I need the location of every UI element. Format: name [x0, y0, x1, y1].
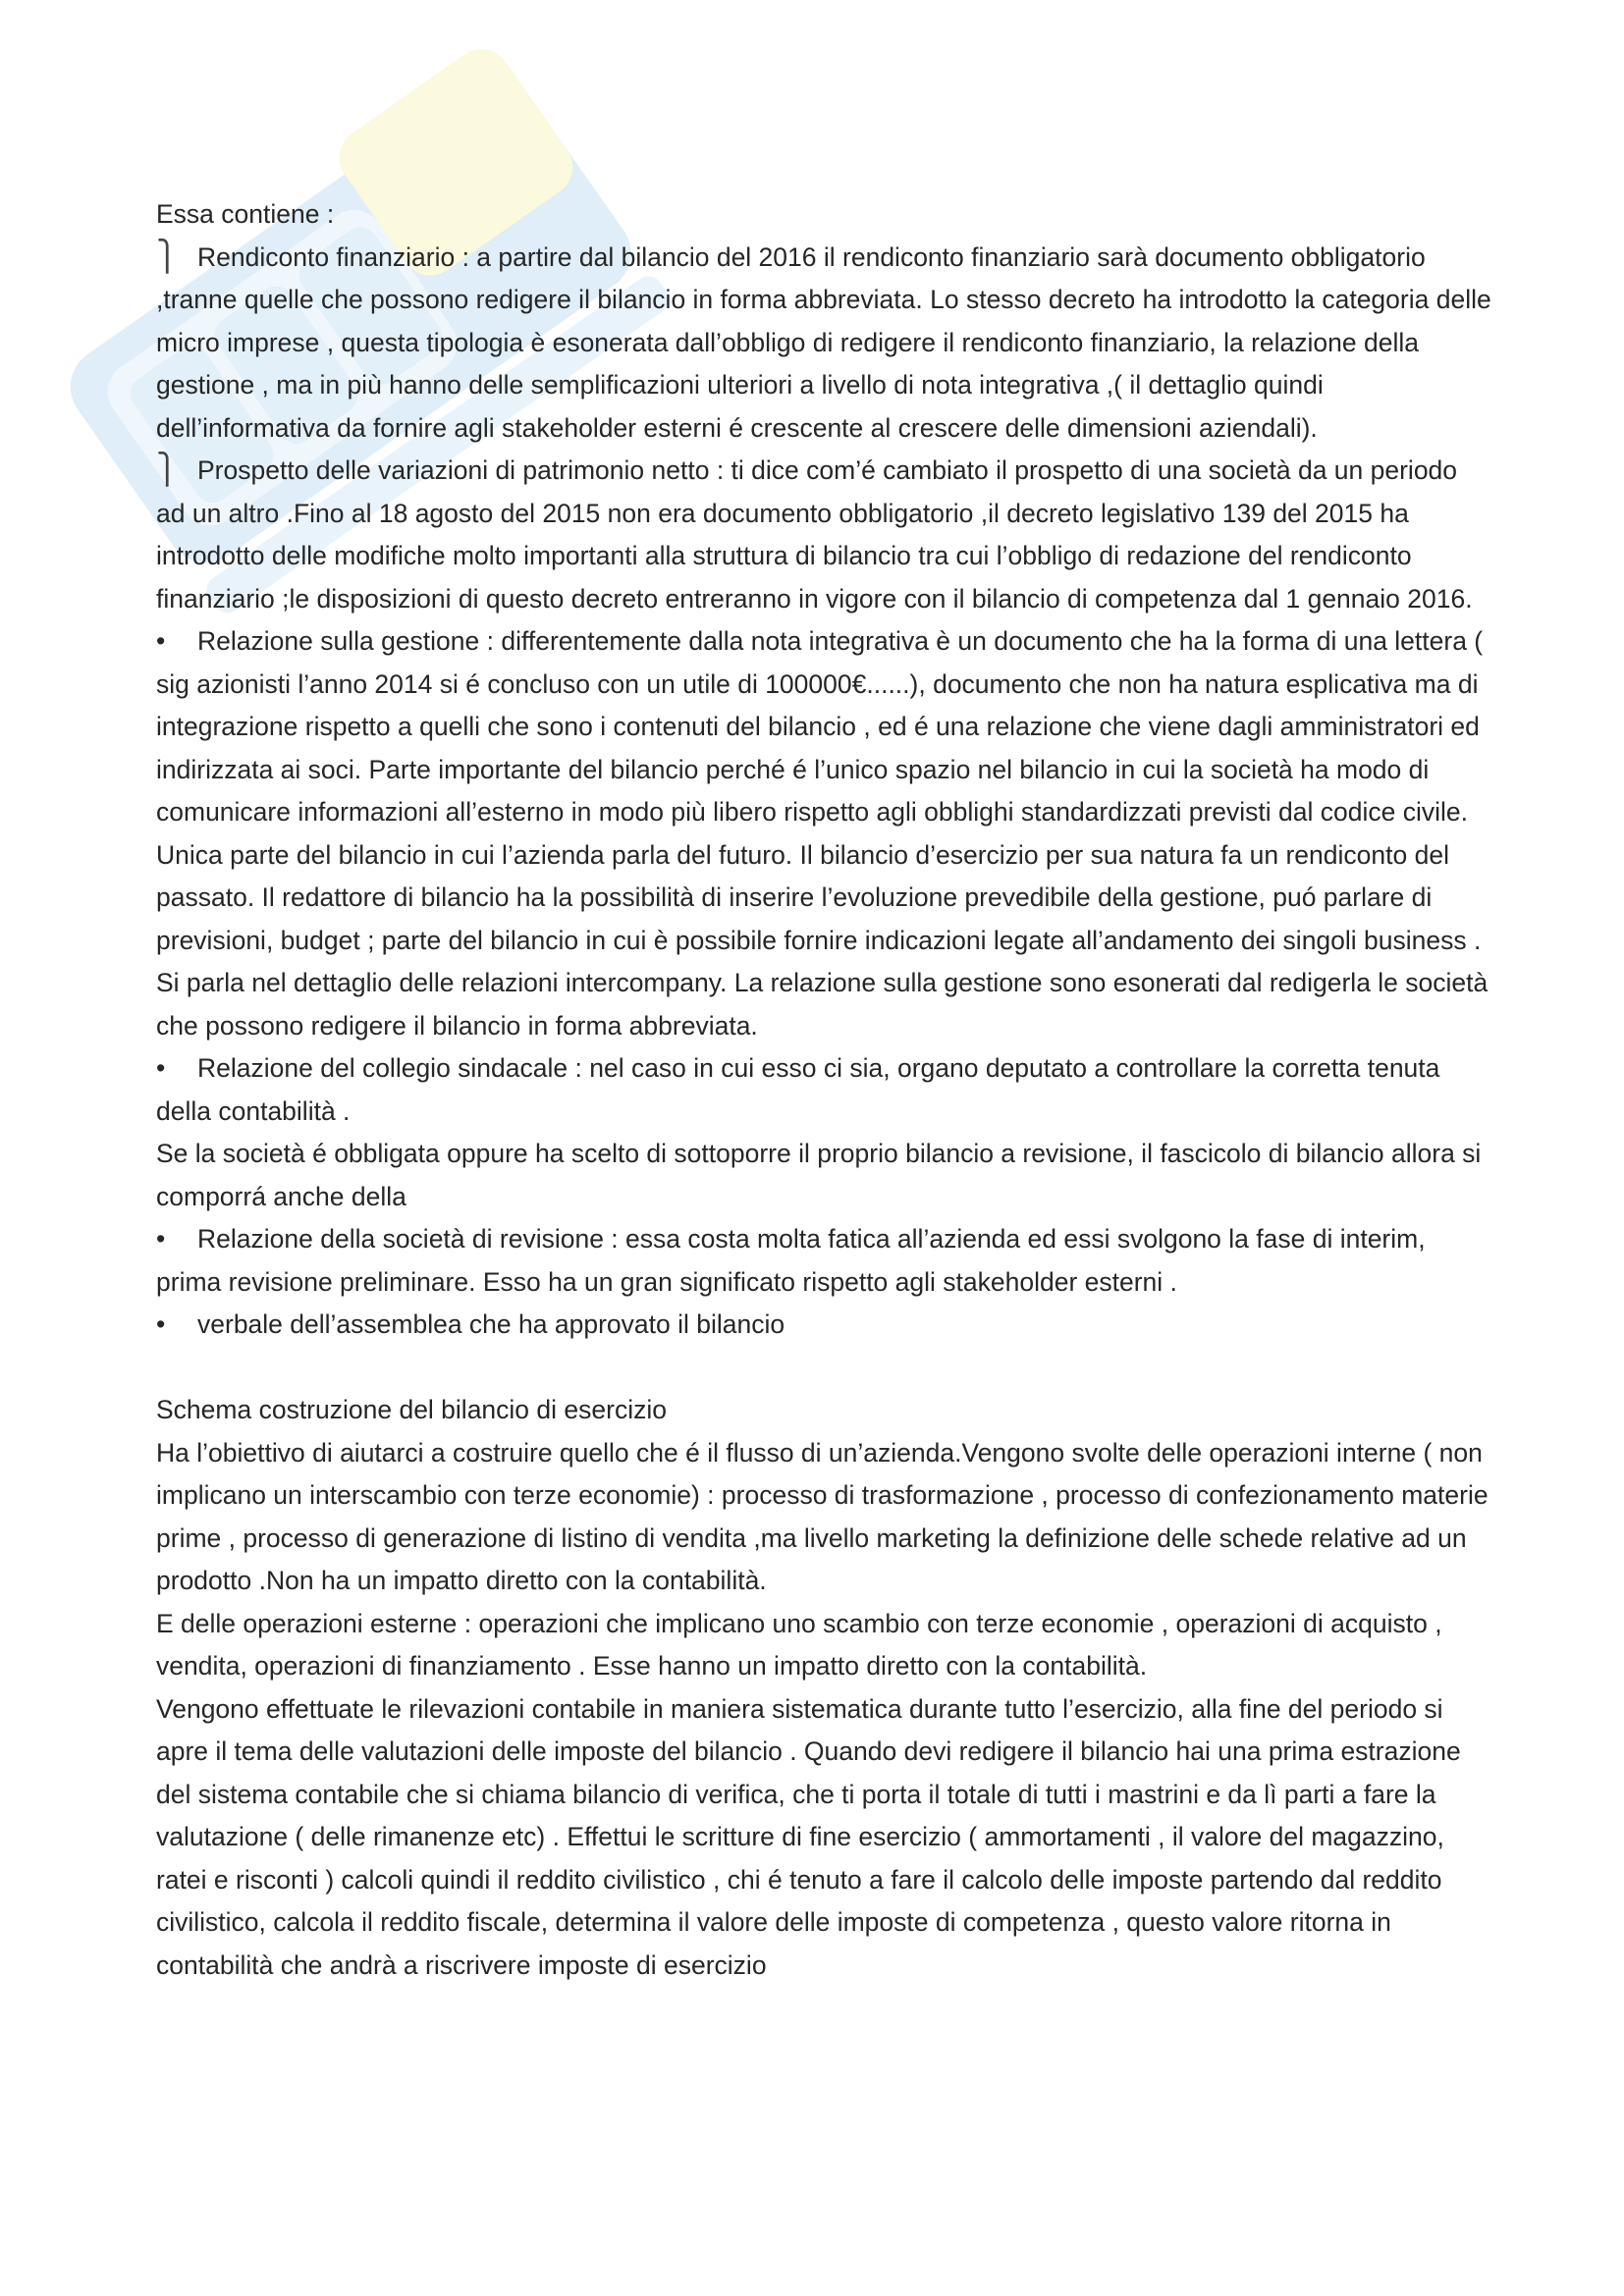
- section-paragraph: Ha l’obiettivo di aiutarci a costruire quello che é il flusso di un’azienda.Vengono svolte delle operazioni interne ( non implicano un interscambio con terze economie) : processo di trasformazione , processo di confezionamento materie prime , processo di generazione di listino di vendita ,ma livello marketing la definizione delle schede relative ad un prodotto .Non ha un impatto diretto con la contabilità.: [156, 1437, 1489, 1595]
- bullet-icon: •: [156, 1053, 166, 1083]
- list-item-text: Relazione del collegio sindacale : nel caso in cui esso ci sia, organo deputato a controllare la corretta tenuta della contabilità .: [156, 1053, 1440, 1126]
- intro-line: Essa contiene :: [156, 199, 335, 229]
- bracket-bullet-icon: ⎫: [156, 454, 179, 486]
- bullet-icon: •: [156, 626, 166, 656]
- section-title: Schema costruzione del bilancio di esercizio: [156, 1395, 667, 1424]
- section-paragraph: Vengono effettuate le rilevazioni contabile in maniera sistematica durante tutto l’esercizio, alla fine del periodo si apre il tema delle valutazioni delle imposte del bilancio . Quando devi redigere il bilancio hai una prima estrazione del sistema contabile che si chiama bilancio di verifica, che ti porta il totale di tutti i mastrini e da lì parti a fare la valutazione ( delle rimanenze etc) . Effettui le scritture di fine esercizio ( ammortamenti , il valore del magazzino, ratei e risconti ) calcoli quindi il reddito civilistico , chi é tenuto a fare il calcolo delle imposte partendo dal reddito civilistico, calcola il reddito fiscale, determina il valore delle imposte di competenza , questo valore ritorna in contabilità che andrà a riscrivere imposte di esercizio: [156, 1693, 1461, 1980]
- list-item-collegio-sindacale: [156, 1047, 1491, 1133]
- revision-note: Se la società é obbligata oppure ha scelto di sottoporre il proprio bilancio a revisione, il fascicolo di bilancio allora si comporrá anche della: [156, 1139, 1482, 1211]
- document-page: [156, 193, 1491, 1987]
- list-item-revisione: [156, 1218, 1491, 1304]
- list-item-text: Relazione sulla gestione : differentemente dalla nota integrativa è un documento che ha la forma di una lettera ( sig azionisti l’anno 2014 si é concluso con un utile di 100000€......), documento che non ha natura esplicativa ma di integrazione rispetto a quelli che sono i contenuti del bilancio , ed é una relazione che viene dagli amministratori ed indirizzata ai soci. Parte importante del bilancio perché é l’unico spazio nel bilancio in cui la società ha modo di comunicare informazioni all’esterno in modo più libero rispetto agli obblighi standardizzati previsti dal codice civile. Unica parte del bilancio in cui l’azienda parla del futuro. Il bilancio d’esercizio per sua natura fa un rendiconto del passato. Il redattore di bilancio ha la possibilità di inserire l’evoluzione prevedibile della gestione, puó parlare di previsioni, budget ; parte del bilancio in cui è possibile fornire indicazioni legate all’andamento dei singoli business . Si parla nel dettaglio delle relazioni intercompany. La relazione sulla gestione sono esonerati dal redigerla le società che possono redigere il bilancio in forma abbreviata.: [156, 626, 1489, 1041]
- bullet-icon: •: [156, 1309, 166, 1339]
- bullet-icon: •: [156, 1224, 166, 1254]
- list-item-text: verbale dell’assemblea che ha approvato il bilancio: [197, 1309, 785, 1339]
- list-item-text: Relazione della società di revisione : essa costa molta fatica all’azienda ed essi svolgono la fase di interim, prima revisione preliminare. Esso ha un gran significato rispetto agli stakeholder esterni .: [156, 1224, 1426, 1297]
- bracket-bullet-icon: ⎫: [156, 240, 179, 273]
- list-item-prospetto: [156, 450, 1491, 620]
- list-item-relazione-gestione: [156, 620, 1491, 1047]
- section-paragraph: E delle operazioni esterne : operazioni che implicano uno scambio con terze economie , operazioni di acquisto , vendita, operazioni di finanziamento . Esse hanno un impatto diretto con la contabilità.: [156, 1608, 1442, 1681]
- list-item-text: Rendiconto finanziario : a partire dal bilancio del 2016 il rendiconto finanziario sarà documento obbligatorio ,tranne quelle che possono redigere il bilancio in forma abbreviata. Lo stesso decreto ha introdotto la categoria delle micro imprese , questa tipologia è esonerata dall’obbligo di redigere il rendiconto finanziario, la relazione della gestione , ma in più hanno delle semplificazioni ulteriori a livello di nota integrativa ,( il dettaglio quindi dell’informativa da fornire agli stakeholder esterni é crescente al crescere delle dimensioni aziendali).: [156, 241, 1491, 443]
- list-item-text: Prospetto delle variazioni di patrimonio netto : ti dice com’é cambiato il prospetto di una società da un periodo ad un altro .Fino al 18 agosto del 2015 non era documento obbligatorio ,il decreto legislativo 139 del 2015 ha introdotto delle modifiche molto importanti alla struttura di bilancio tra cui l’obbligo di redazione del rendiconto finanziario ;le disposizioni di questo decreto entreranno in vigore con il bilancio di competenza dal 1 gennaio 2016.: [156, 455, 1473, 614]
- list-item-rendiconto: [156, 237, 1491, 451]
- list-item-verbale: [156, 1304, 1491, 1347]
- blank-line: [156, 1347, 1491, 1390]
